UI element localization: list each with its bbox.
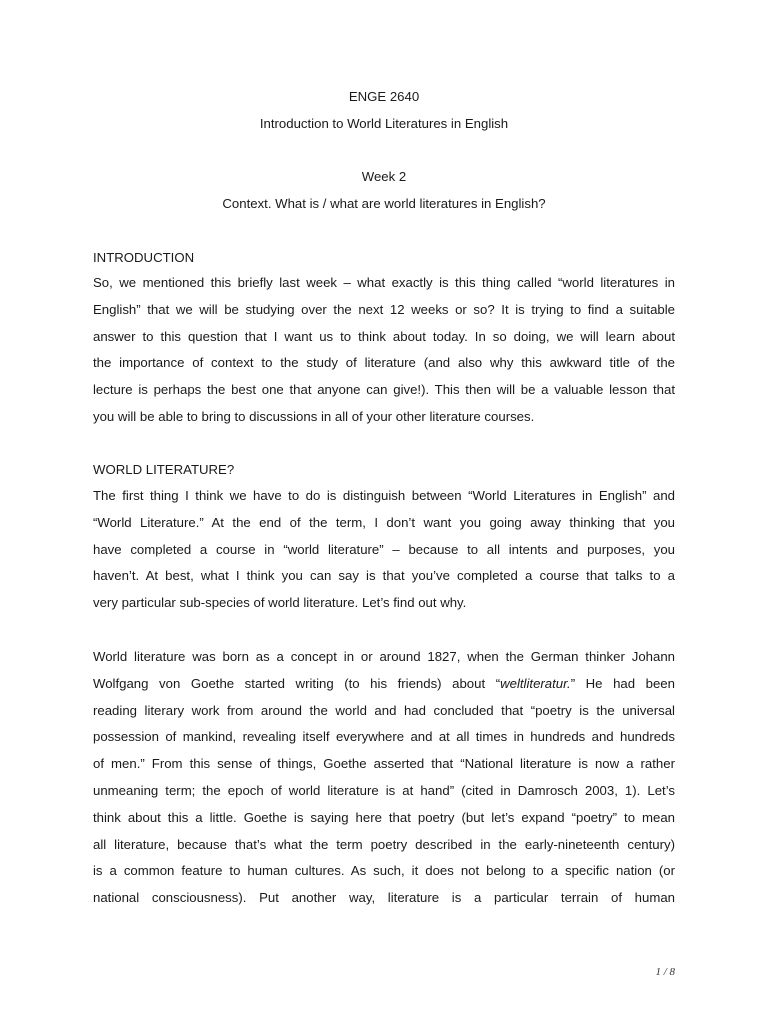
paragraph-line: English” that we will be studying over the next 12 weeks or so? It is trying to find a suitable (93, 301, 675, 317)
paragraph-line: “World Literature.” At the end of the term, I don’t want you going away thinking that you (93, 514, 675, 530)
paragraph-line: the importance of context to the study of literature (and also why this awkward title of the (93, 355, 675, 371)
paragraph-line: have completed a course in “world literature” – because to all intents and purposes, you (93, 541, 675, 557)
paragraph-line: reading literary work from around the world and had concluded that “poetry is the universal (93, 702, 675, 718)
paragraph-line: national consciousness). Put another way, literature is a particular terrain of human (93, 890, 675, 906)
paragraph-line: all literature, because that’s what the term poetry described in the early-nineteenth century) (93, 836, 675, 852)
paragraph-line: The first thing I think we have to do is distinguish between “World Literatures in English” and (93, 488, 675, 503)
paragraph-goethe (93, 644, 675, 912)
week-label: Week 2 (361, 169, 407, 184)
paragraph-line: answer to this question that I want us to think about today. In so doing, we will learn about (93, 328, 675, 344)
paragraph-introduction (93, 270, 675, 431)
line-text: Wolfgang von Goethe started writing (to his friends) about “ (93, 675, 501, 691)
course-code: ENGE 2640 (348, 89, 420, 104)
paragraph-line (93, 671, 675, 698)
paragraph-world-literature (93, 483, 675, 617)
paragraph-line: of men.” From this sense of things, Goethe asserted that “National literature is now a rather (93, 756, 675, 772)
paragraph-line: So, we mentioned this briefly last week – what exactly is this thing called “world literatures in (93, 275, 675, 290)
course-title: Introduction to World Literatures in English (259, 116, 509, 131)
paragraph-line: haven’t. At best, what I think you can say is that you’ve completed a course that talks to a (93, 568, 675, 584)
paragraph-line: very particular sub-species of world literature. Let’s find out why. (93, 595, 467, 611)
paragraph-line: lecture is perhaps the best one that anyone can give!). This then will be a valuable lesson that (93, 382, 675, 398)
paragraph-line: unmeaning term; the epoch of world literature is at hand” (cited in Damrosch 2003, 1). Let’s (93, 782, 675, 798)
paragraph-line: World literature was born as a concept in or around 1827, when the German thinker Johann (93, 649, 675, 664)
section-heading-introduction: INTRODUCTION (93, 250, 195, 265)
section-heading-world-literature: WORLD LITERATURE? (93, 462, 235, 477)
italic-term: weltliteratur. (500, 675, 571, 691)
line-text: ” He had been (570, 675, 675, 691)
page-number: 1 / 8 (655, 966, 675, 978)
lecture-topic: Context. What is / what are world literatures in English? (222, 196, 546, 211)
paragraph-line: possession of mankind, revealing itself everywhere and at all times in hundreds and hundreds (93, 729, 675, 745)
paragraph-line: think about this a little. Goethe is saying here that poetry (but let’s expand “poetry” to mean (93, 809, 675, 825)
paragraph-line: is a common feature to human cultures. As such, it does not belong to a specific nation (or (93, 863, 675, 879)
paragraph-line: you will be able to bring to discussions in all of your other literature courses. (93, 408, 535, 424)
